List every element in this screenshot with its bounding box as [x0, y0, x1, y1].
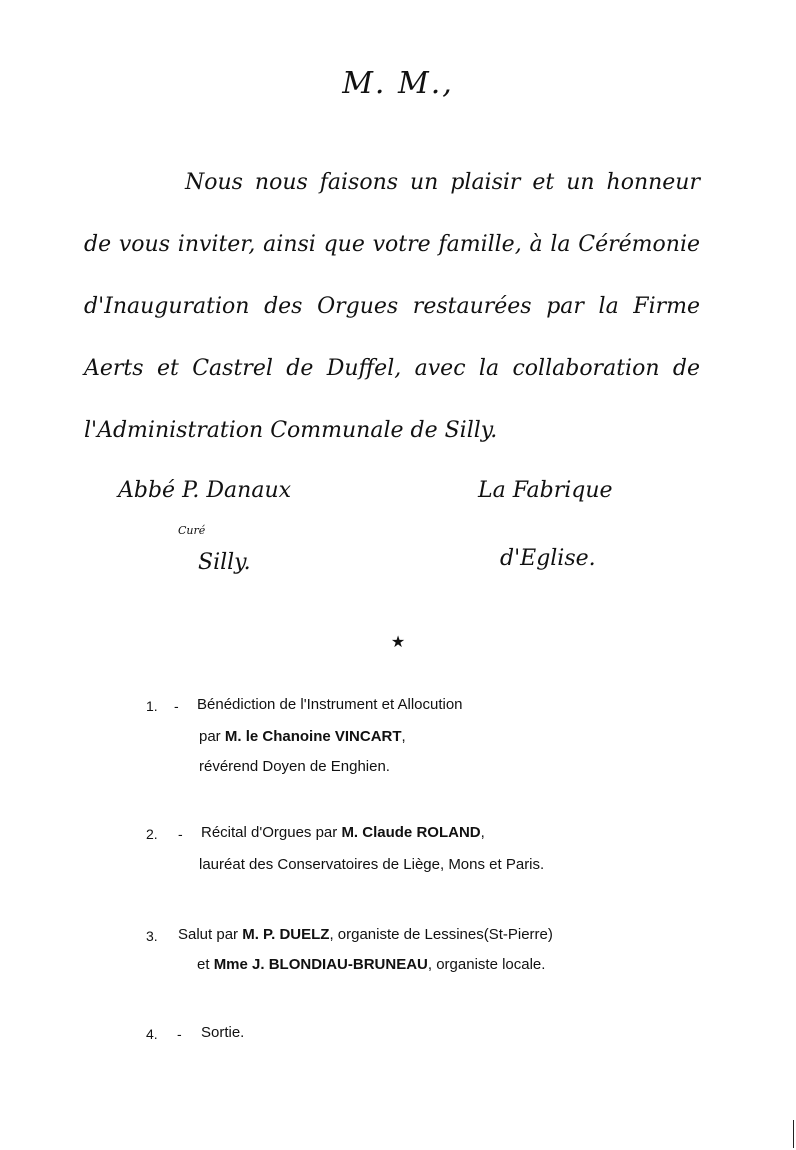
invitation-line: de vous inviter, ainsi que votre famille, à la Cérémonie	[84, 232, 700, 257]
signature-place: d'Eglise.	[500, 546, 596, 571]
invitation-line: l'Administration Communale de Silly.	[84, 418, 498, 443]
item-text: , organiste locale.	[427, 956, 546, 973]
item-line	[201, 824, 485, 841]
item-dash: -	[178, 826, 183, 842]
invitation-line: d'Inauguration des Orgues restaurées par la Firme	[84, 294, 700, 319]
item-text: , organiste de Lessines(St-Pierre)	[329, 926, 553, 943]
person-name: M. le Chanoine VINCART	[224, 728, 402, 745]
item-dash: -	[177, 1026, 182, 1042]
person-name: Mme J. BLONDIAU-BRUNEAU	[213, 956, 428, 973]
item-line: lauréat des Conservatoires de Liège, Mons et Paris.	[199, 856, 545, 873]
item-line	[197, 956, 545, 973]
item-line: révérend Doyen de Enghien.	[199, 758, 390, 775]
item-text: par	[199, 728, 225, 745]
item-number: 2.	[146, 826, 158, 842]
star-separator: ★	[390, 632, 406, 651]
person-name: M. P. DUELZ	[242, 926, 330, 943]
person-name: M. Claude ROLAND	[341, 824, 481, 841]
signature-place: Silly.	[198, 550, 251, 575]
item-number: 3.	[146, 928, 158, 944]
salutation: M. M.,	[342, 66, 454, 101]
item-dash: -	[174, 698, 179, 714]
signature-role: Curé	[178, 524, 206, 537]
item-text: ,	[480, 824, 485, 841]
item-text: ,	[401, 728, 406, 745]
item-text: Salut par	[178, 926, 243, 943]
item-number: 4.	[146, 1026, 158, 1042]
scan-edge-mark	[793, 1120, 794, 1148]
signature-name: Abbé P. Danaux	[118, 478, 292, 503]
signature-name: La Fabrique	[478, 478, 613, 503]
item-text: et	[197, 956, 214, 973]
item-line: Bénédiction de l'Instrument et Allocution	[197, 696, 463, 713]
invitation-line: Nous nous faisons un plaisir et un honneur	[185, 170, 700, 195]
item-text: Récital d'Orgues par	[201, 824, 342, 841]
item-line	[199, 728, 406, 745]
invitation-line: Aerts et Castrel de Duffel, avec la collaboration de	[84, 356, 700, 381]
item-line	[178, 926, 553, 943]
item-number: 1.	[146, 698, 158, 714]
item-line: Sortie.	[201, 1024, 245, 1041]
